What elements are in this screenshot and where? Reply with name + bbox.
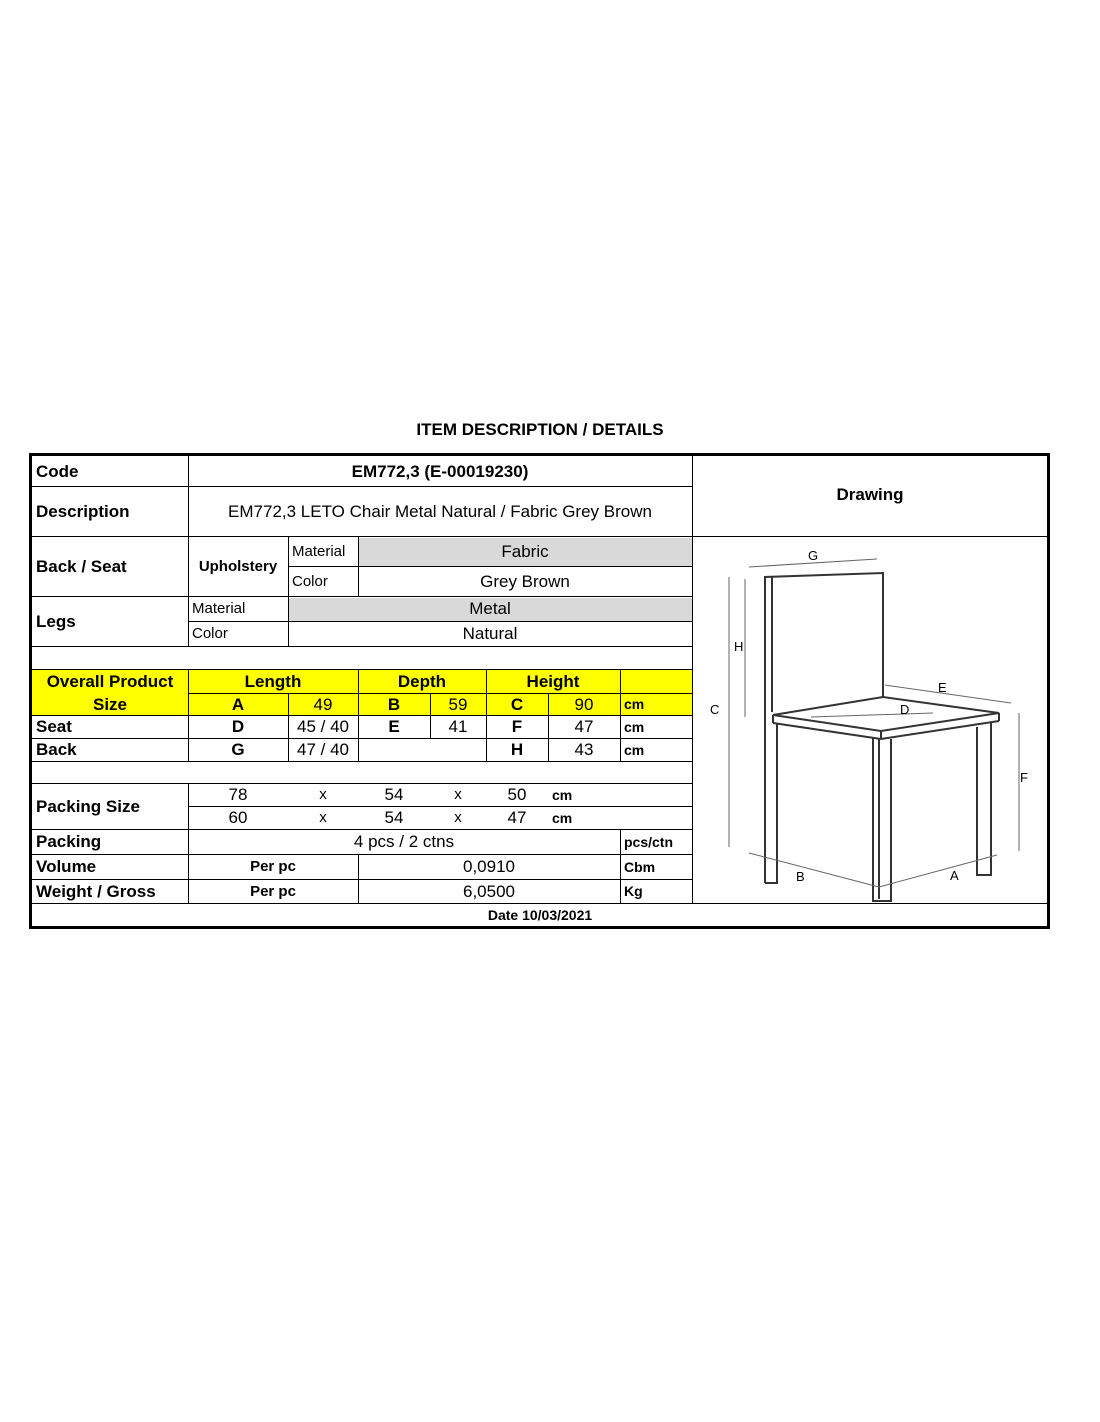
pack1-x2: x — [454, 786, 462, 803]
back-seat-label: Back / Seat — [36, 556, 127, 576]
pack2-length: 60 — [228, 808, 248, 827]
overall-label-size: Size — [92, 694, 128, 714]
height-header: Height — [526, 671, 580, 691]
spec-table — [29, 453, 1050, 929]
dim-f-key: F — [511, 717, 523, 736]
dim-d-key: D — [231, 717, 245, 736]
page-title: ITEM DESCRIPTION / DETAILS — [416, 420, 664, 439]
color-label: Color — [292, 572, 328, 590]
drawing-label-f: F — [1020, 770, 1028, 785]
material-value: Fabric — [501, 541, 549, 561]
drawing-label-a: A — [950, 868, 959, 883]
description-value: EM772,3 LETO Chair Metal Natural / Fabric Grey Brown — [228, 501, 652, 521]
legs-label: Legs — [36, 611, 76, 631]
dim-line-b — [749, 853, 879, 887]
dim-line-d — [811, 713, 933, 717]
volume-value: 0,0910 — [463, 857, 515, 876]
dim-a-value: 49 — [313, 694, 333, 714]
drawing-label-h: H — [734, 639, 744, 654]
packing-unit: pcs/ctn — [624, 833, 674, 850]
drawing-header: Drawing — [836, 484, 904, 504]
pack1-length: 78 — [228, 785, 248, 804]
dim-b-value: 59 — [448, 694, 468, 714]
pack1-width: 54 — [384, 785, 404, 804]
dim-a-key: A — [231, 694, 245, 714]
dim-e-value: 41 — [448, 717, 468, 736]
dim-c-value: 90 — [574, 694, 594, 714]
upholstery-label: Upholstery — [198, 557, 278, 575]
code-label: Code — [36, 461, 79, 481]
weight-label: Weight / Gross — [36, 881, 156, 901]
packing-value: 4 pcs / 2 ctns — [353, 832, 455, 851]
drawing-label-b: B — [796, 869, 805, 884]
dim-h-key: H — [510, 740, 524, 759]
dim-d-value: 45 / 40 — [297, 717, 349, 736]
drawing-label-g: G — [808, 548, 819, 563]
dim-f-value: 47 — [574, 717, 594, 736]
pack2-x1: x — [319, 809, 327, 826]
drawing-label-d: D — [900, 702, 910, 717]
legs-color-label: Color — [192, 625, 228, 642]
pack1-height: 50 — [507, 785, 527, 804]
pack2-unit: cm — [552, 809, 573, 826]
overall-unit: cm — [624, 696, 645, 712]
leg-back-right — [977, 723, 991, 875]
overall-label: Overall Product — [46, 671, 174, 691]
legs-material-label: Material — [192, 600, 246, 617]
dim-b-key: B — [387, 694, 401, 714]
back-label: Back — [36, 740, 77, 759]
pack1-unit: cm — [552, 786, 573, 803]
seat-unit: cm — [624, 718, 645, 735]
drawing-label-e: E — [938, 680, 947, 695]
date-footer: Date 10/03/2021 — [487, 906, 593, 923]
legs-color-value: Natural — [462, 624, 518, 643]
pack2-width: 54 — [384, 808, 404, 827]
dim-h-value: 43 — [574, 740, 594, 759]
weight-unit: Kg — [624, 883, 643, 899]
dim-line-a — [879, 855, 997, 887]
row-divider — [32, 646, 692, 647]
length-header: Length — [244, 671, 302, 691]
pack2-height: 47 — [507, 808, 527, 827]
material-label: Material — [292, 542, 346, 560]
weight-value: 6,0500 — [463, 881, 515, 901]
depth-header: Depth — [397, 671, 447, 691]
legs-material-value: Metal — [469, 599, 511, 618]
packing-size-label: Packing Size — [36, 796, 140, 816]
volume-per: Per pc — [250, 858, 296, 875]
description-label: Description — [36, 501, 130, 521]
dim-e-key: E — [388, 717, 400, 736]
code-value: EM772,3 (E-00019230) — [351, 461, 529, 481]
chair-drawing — [693, 537, 1047, 902]
drawing-label-c: C — [710, 702, 720, 717]
row-divider — [32, 761, 692, 762]
volume-label: Volume — [36, 857, 97, 876]
pack2-x2: x — [454, 809, 462, 826]
leg-front-right — [873, 737, 891, 901]
back-unit: cm — [624, 741, 645, 758]
pack1-x1: x — [319, 786, 327, 803]
color-value: Grey Brown — [480, 571, 570, 591]
weight-per: Per pc — [250, 882, 296, 900]
seat-label: Seat — [36, 717, 72, 736]
dim-g-key: G — [231, 740, 245, 759]
packing-label: Packing — [36, 832, 102, 851]
dim-g-value: 47 / 40 — [297, 740, 349, 759]
dim-c-key: C — [510, 694, 524, 714]
volume-unit: Cbm — [624, 858, 656, 875]
